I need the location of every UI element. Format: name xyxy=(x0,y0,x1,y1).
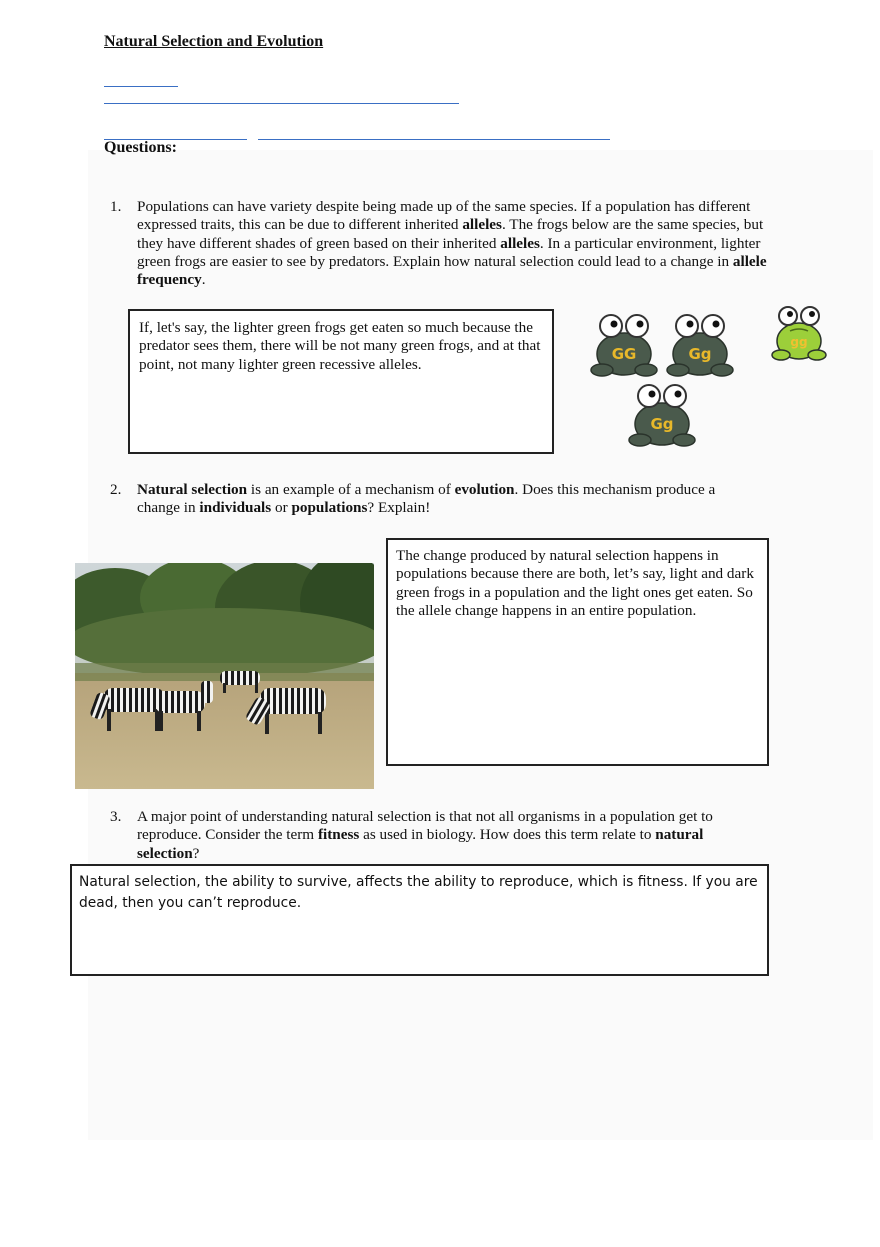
question-text-segment: A major point of understanding natural selection is that not all organisms in a population get to reproduce. Consider the term xyxy=(137,808,713,844)
page-title: Natural Selection and Evolution xyxy=(104,33,324,50)
question-text-segment: ? Explain! xyxy=(367,499,431,517)
frog-Gg-bottom xyxy=(626,380,698,457)
frog-genotype-label: GG xyxy=(611,345,637,363)
question-text-segment: ? xyxy=(192,844,200,862)
question-text-segment: . xyxy=(201,271,206,289)
blank-field-line xyxy=(104,103,459,104)
frog-GG xyxy=(588,310,660,387)
answer-box-2[interactable] xyxy=(386,538,769,766)
question-keyword: natural selection xyxy=(137,826,704,862)
question-keyword: alleles xyxy=(500,234,540,252)
answer-box-1[interactable] xyxy=(128,309,554,454)
question-text xyxy=(137,808,749,863)
question-text-segment: Populations can have variety despite being made up of the same species. If a population has different expressed traits, this can be due to different inherited xyxy=(137,198,751,234)
question-number: 2. xyxy=(110,481,122,498)
question-text-segment: . The frogs below are the same species, but they have different shades of green based on their inherited xyxy=(137,216,764,252)
question-1 xyxy=(110,198,777,289)
question-keyword: allele frequency xyxy=(137,252,767,289)
question-keyword: populations xyxy=(291,499,368,517)
question-text-segment: as used in biology. How does this term relate to xyxy=(359,826,656,844)
frog-gg xyxy=(770,303,828,370)
question-keyword: individuals xyxy=(199,499,272,517)
question-keyword: fitness xyxy=(317,826,360,844)
frog-genotype-label: gg xyxy=(790,335,808,349)
answer-text: Natural selection, the ability to survive, affects the ability to reproduce, which is fitness. If you are dead, then you can’t reproduce. xyxy=(79,874,758,911)
question-number: 1. xyxy=(110,198,122,215)
answer-text: The change produced by natural selection happens in populations because there are both, let’s say, light and dark green frogs in a population and the light ones get eaten. So the allele change happens in an entire population. xyxy=(396,547,754,619)
frog-genotype-label: Gg xyxy=(650,415,674,433)
question-text-segment: . Does this mechanism produce a change in xyxy=(137,481,716,517)
question-number: 3. xyxy=(110,808,122,825)
answer-box-3[interactable] xyxy=(70,864,769,976)
blank-field-line xyxy=(104,86,178,87)
question-2 xyxy=(110,481,737,518)
answer-text: If, let's say, the lighter green frogs get eaten so much because the predator sees them, there will be not many green frogs, and at that point, not many lighter green recessive alleles. xyxy=(139,319,541,373)
question-text-segment: or xyxy=(271,499,292,517)
question-text-segment: . In a particular environment, lighter green frogs are easier to see by predators. Explain how natural selection could lead to a change in xyxy=(137,234,761,270)
question-3 xyxy=(110,808,749,863)
frog-genotype-label: Gg xyxy=(688,345,712,363)
question-keyword: evolution xyxy=(454,481,515,498)
question-keyword: alleles xyxy=(462,216,502,234)
question-text xyxy=(137,481,737,518)
question-text xyxy=(137,198,777,289)
question-keyword: Natural selection xyxy=(137,481,248,498)
blank-field-line xyxy=(258,139,610,140)
zebra-photo xyxy=(75,563,374,789)
question-text-segment: is an example of a mechanism of xyxy=(247,481,455,498)
questions-heading: Questions: xyxy=(104,139,177,156)
frog-Gg xyxy=(664,310,736,387)
